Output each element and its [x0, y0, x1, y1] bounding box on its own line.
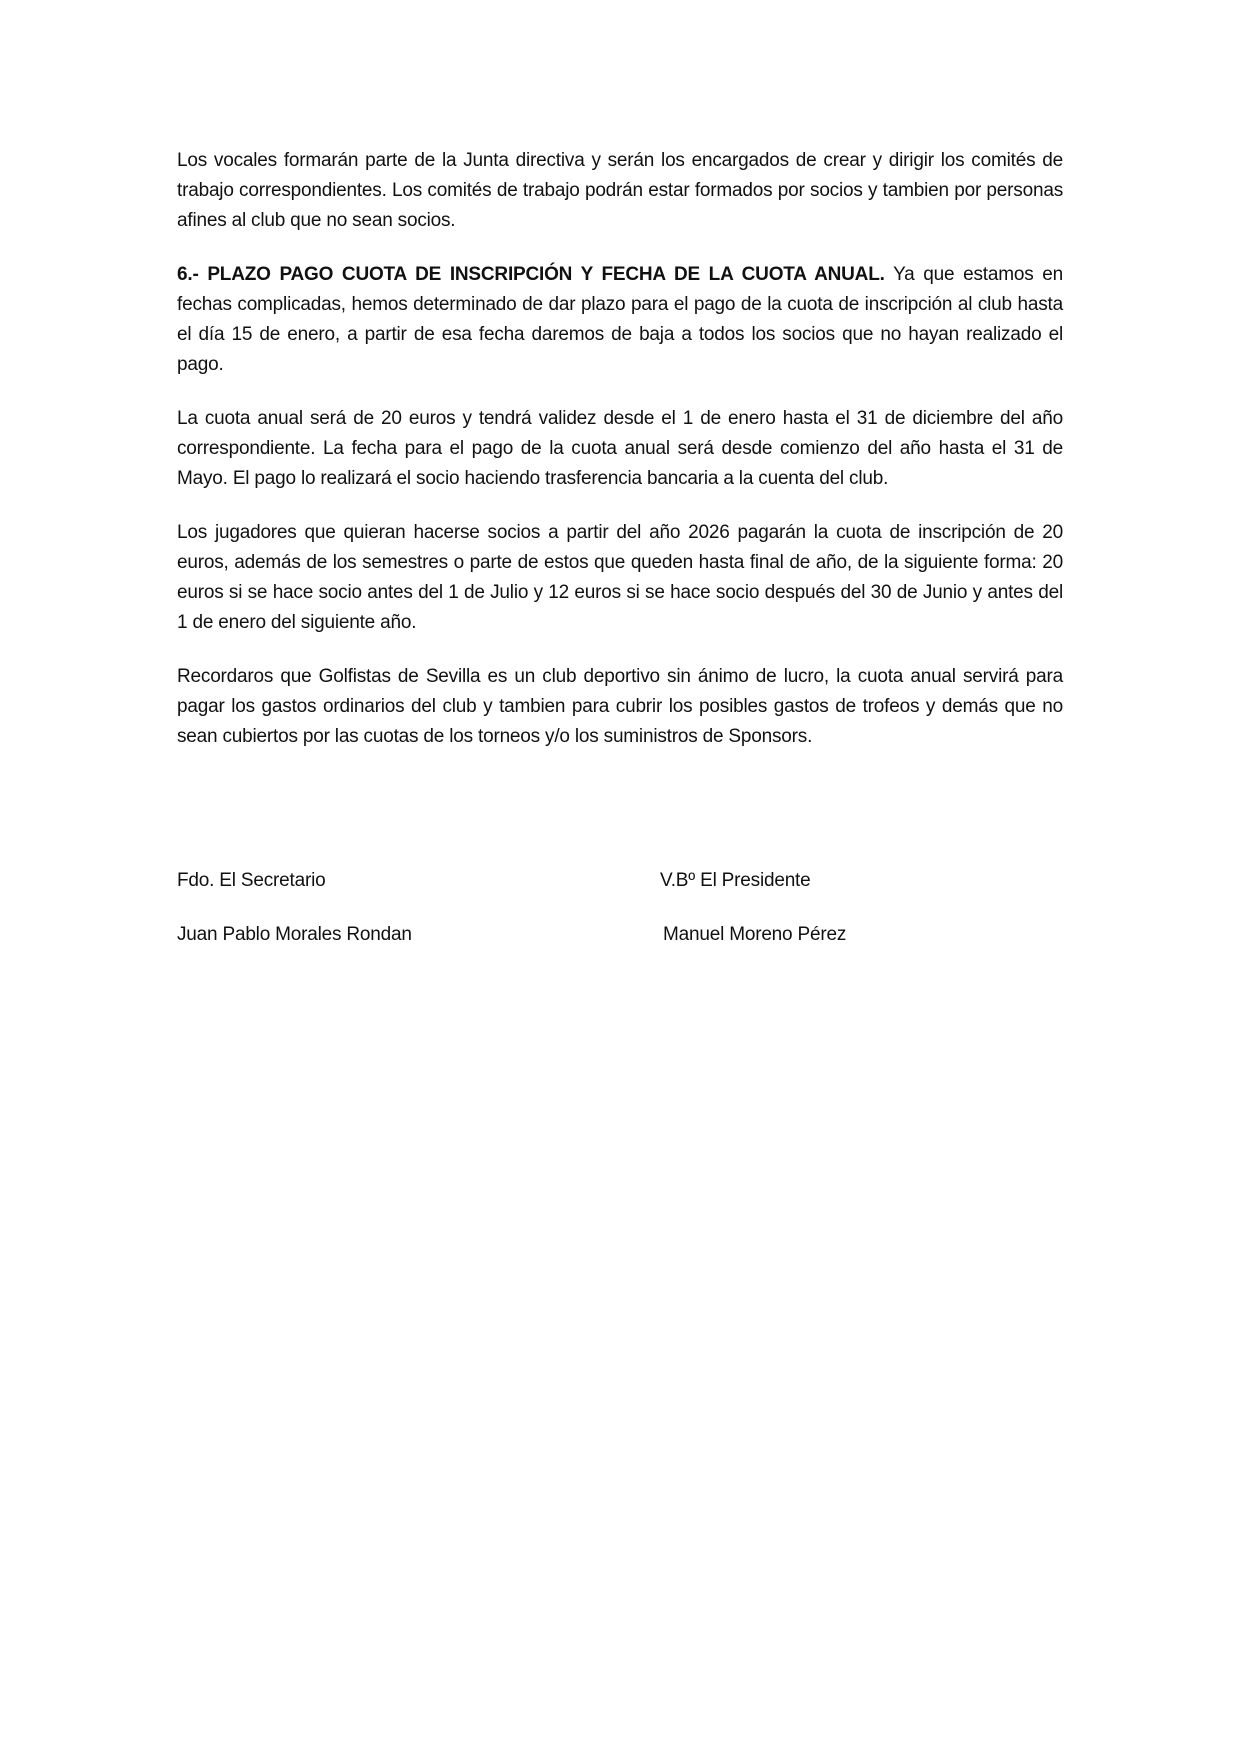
paragraph-section-6 [177, 260, 1063, 380]
document-body [177, 146, 1063, 776]
secretary-role: Fdo. El Secretario [177, 870, 326, 891]
signature-names [0, 924, 1241, 954]
paragraph-recordatorio [177, 662, 1063, 752]
paragraph-text: Recordaros que Golfistas de Sevilla es un club deportivo sin ánimo de lucro, la cuota anual servirá para pagar los gastos ordinarios del club y tambien para cubrir los posibles gastos de trofeos y demás que no sean cubiertos por las cuotas de los torneos y/o los suministros de Sponsors. [177, 666, 1063, 747]
paragraph-text: La cuota anual será de 20 euros y tendrá validez desde el 1 de enero hasta el 31 de diciembre del año correspondiente. La fecha para el pago de la cuota anual será desde comienzo del año hasta el 31 de Mayo. El pago lo realizará el socio haciendo trasferencia bancaria a la cuenta del club. [177, 408, 1063, 489]
paragraph-nuevos-socios [177, 518, 1063, 638]
paragraph-text: Ya que estamos en fechas complicadas, hemos determinado de dar plazo para el pago de la cuota de inscripción al club hasta el día 15 de enero, a partir de esa fecha daremos de baja a todos los socios que no hayan realizado el pago. [177, 264, 1063, 375]
section-heading: 6.- PLAZO PAGO CUOTA DE INSCRIPCIÓN Y FECHA DE LA CUOTA ANUAL. [177, 264, 885, 285]
secretary-name: Juan Pablo Morales Rondan [177, 924, 412, 945]
president-role: V.Bº El Presidente [660, 870, 811, 891]
paragraph-text: Los vocales formarán parte de la Junta directiva y serán los encargados de crear y dirigir los comités de trabajo correspondientes. Los comités de trabajo podrán estar formados por socios y tambien por personas afines al club que no sean socios. [177, 150, 1063, 231]
paragraph-vocales [177, 146, 1063, 236]
paragraph-text: Los jugadores que quieran hacerse socios a partir del año 2026 pagarán la cuota de inscripción de 20 euros, además de los semestres o parte de estos que queden hasta final de año, de la siguiente forma: 20 euros si se hace socio antes del 1 de Julio y 12 euros si se hace socio después del 30 de Junio y antes del 1 de enero del siguiente año. [177, 522, 1063, 633]
signature-roles [0, 870, 1241, 900]
president-name: Manuel Moreno Pérez [663, 924, 847, 945]
paragraph-cuota-anual [177, 404, 1063, 494]
